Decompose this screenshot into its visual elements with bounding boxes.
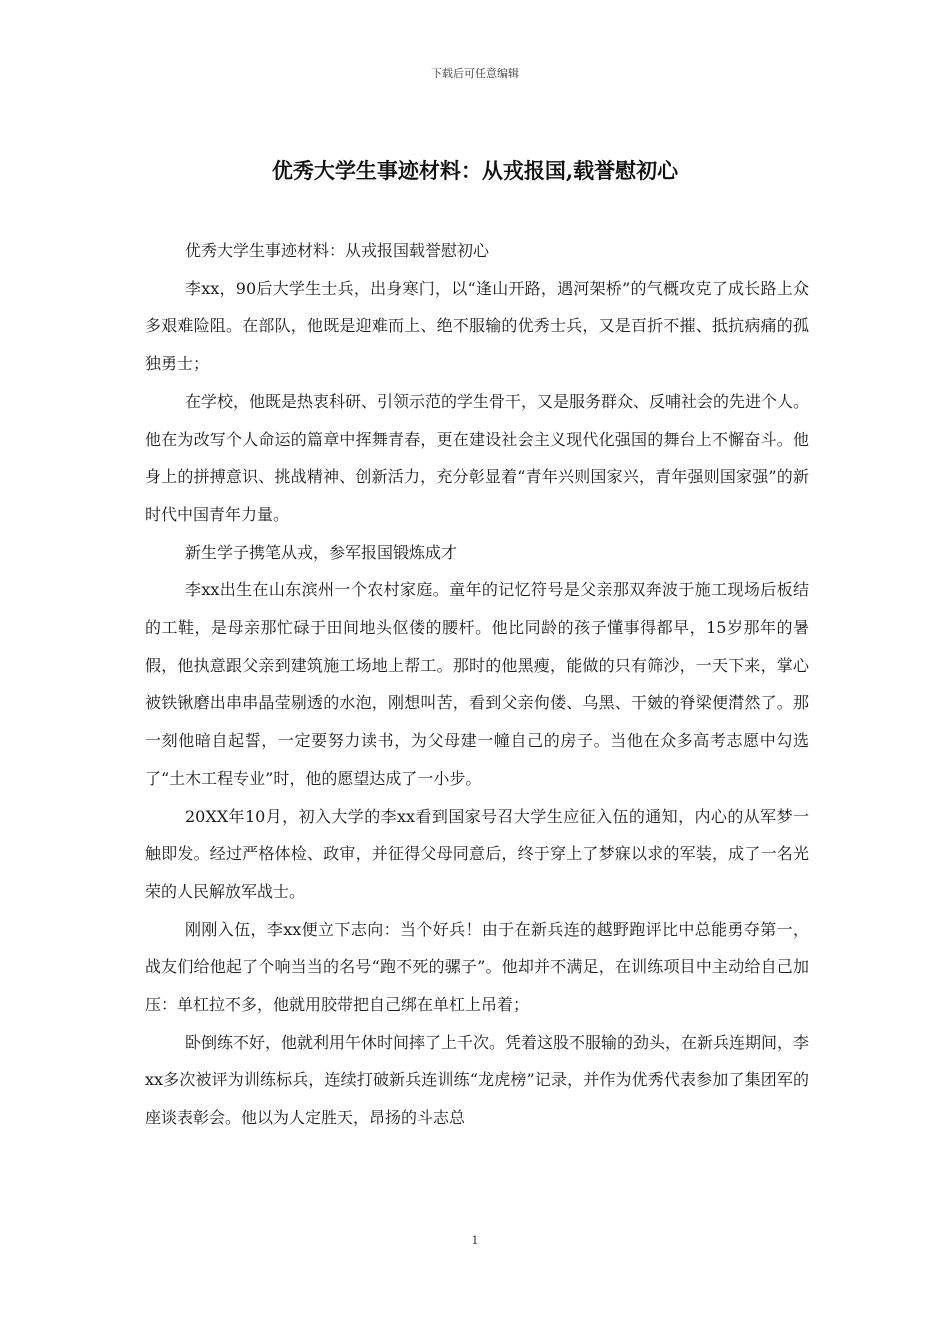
paragraph: 卧倒练不好，他就利用午休时间摔了上千次。凭着这股不服输的劲头，在新兵连期间，李xx多次被评为训练标兵，连续打破新兵连训练“龙虎榜”记录，并作为优秀代表参加了集团军的座谈表彰会。他以为人定胜天，昂扬的斗志总 bbox=[145, 1032, 810, 1128]
document-title: 优秀大学生事迹材料：从戎报国,载誉慰初心 bbox=[271, 158, 679, 183]
page-number: 1 bbox=[471, 1234, 479, 1247]
document-body bbox=[145, 232, 809, 1137]
paragraph: 在学校，他既是热衷科研、引领示范的学生骨干，又是服务群众、反哺社会的先进个人。他在为改写个人命运的篇章中挥舞青春，更在建设社会主义现代化强国的舞台上不懈奋斗。他身上的拼搏意识、挑战精神、创新活力，充分彰显着“青年兴则国家兴，青年强则国家强”的新时代中国青年力量。 bbox=[145, 391, 810, 524]
paragraph: 20XX年10月，初入大学的李xx看到国家号召大学生应征入伍的通知，内心的从军梦一触即发。经过严格体检、政审，并征得父母同意后，终于穿上了梦寐以求的军装，成了一名光荣的人民解放军战士。 bbox=[145, 806, 809, 901]
paragraph-section-heading: 新生学子携笔从戎，参军报国锻炼成才 bbox=[185, 542, 458, 562]
paragraph: 李xx出生在山东滨州一个农村家庭。童年的记忆符号是父亲那双奔波于施工现场后板结的工鞋，是母亲那忙碌于田间地头伛偻的腰杆。他比同龄的孩子懂事得都早，15岁那年的暑假，他执意跟父亲到建筑施工场地上帮工。那时的他黑瘦，能做的只有筛沙，一天下来，掌心被铁锹磨出串串晶莹剔透的水泡，刚想叫苦，看到父亲佝偻、乌黑、干皴的脊梁便潸然了。那一刻他暗自起誓，一定要努力读书，为父母建一幢自己的房子。当他在众多高考志愿中勾选了“土木工程专业”时，他的愿望达成了一小步。 bbox=[145, 580, 809, 788]
paragraph-subtitle: 优秀大学生事迹材料：从戎报国载誉慰初心 bbox=[185, 241, 490, 260]
page-header-note: 下载后可任意编辑 bbox=[431, 67, 519, 80]
paragraph: 刚刚入伍，李xx便立下志向：当个好兵！由于在新兵连的越野跑评比中总能勇夺第一，战友们给他起了个响当当的名号“跑不死的骡子”。他却并不满足，在训练项目中主动给自己加压：单杠拉不多，他就用胶带把自己绑在单杠上吊着； bbox=[145, 919, 809, 1015]
paragraph: 李xx，90后大学生士兵，出身寒门，以“逢山开路，遇河架桥”的气概攻克了成长路上众多艰难险阻。在部队，他既是迎难而上、绝不服输的优秀士兵，又是百折不摧、抵抗病痛的孤独勇士； bbox=[145, 278, 809, 374]
